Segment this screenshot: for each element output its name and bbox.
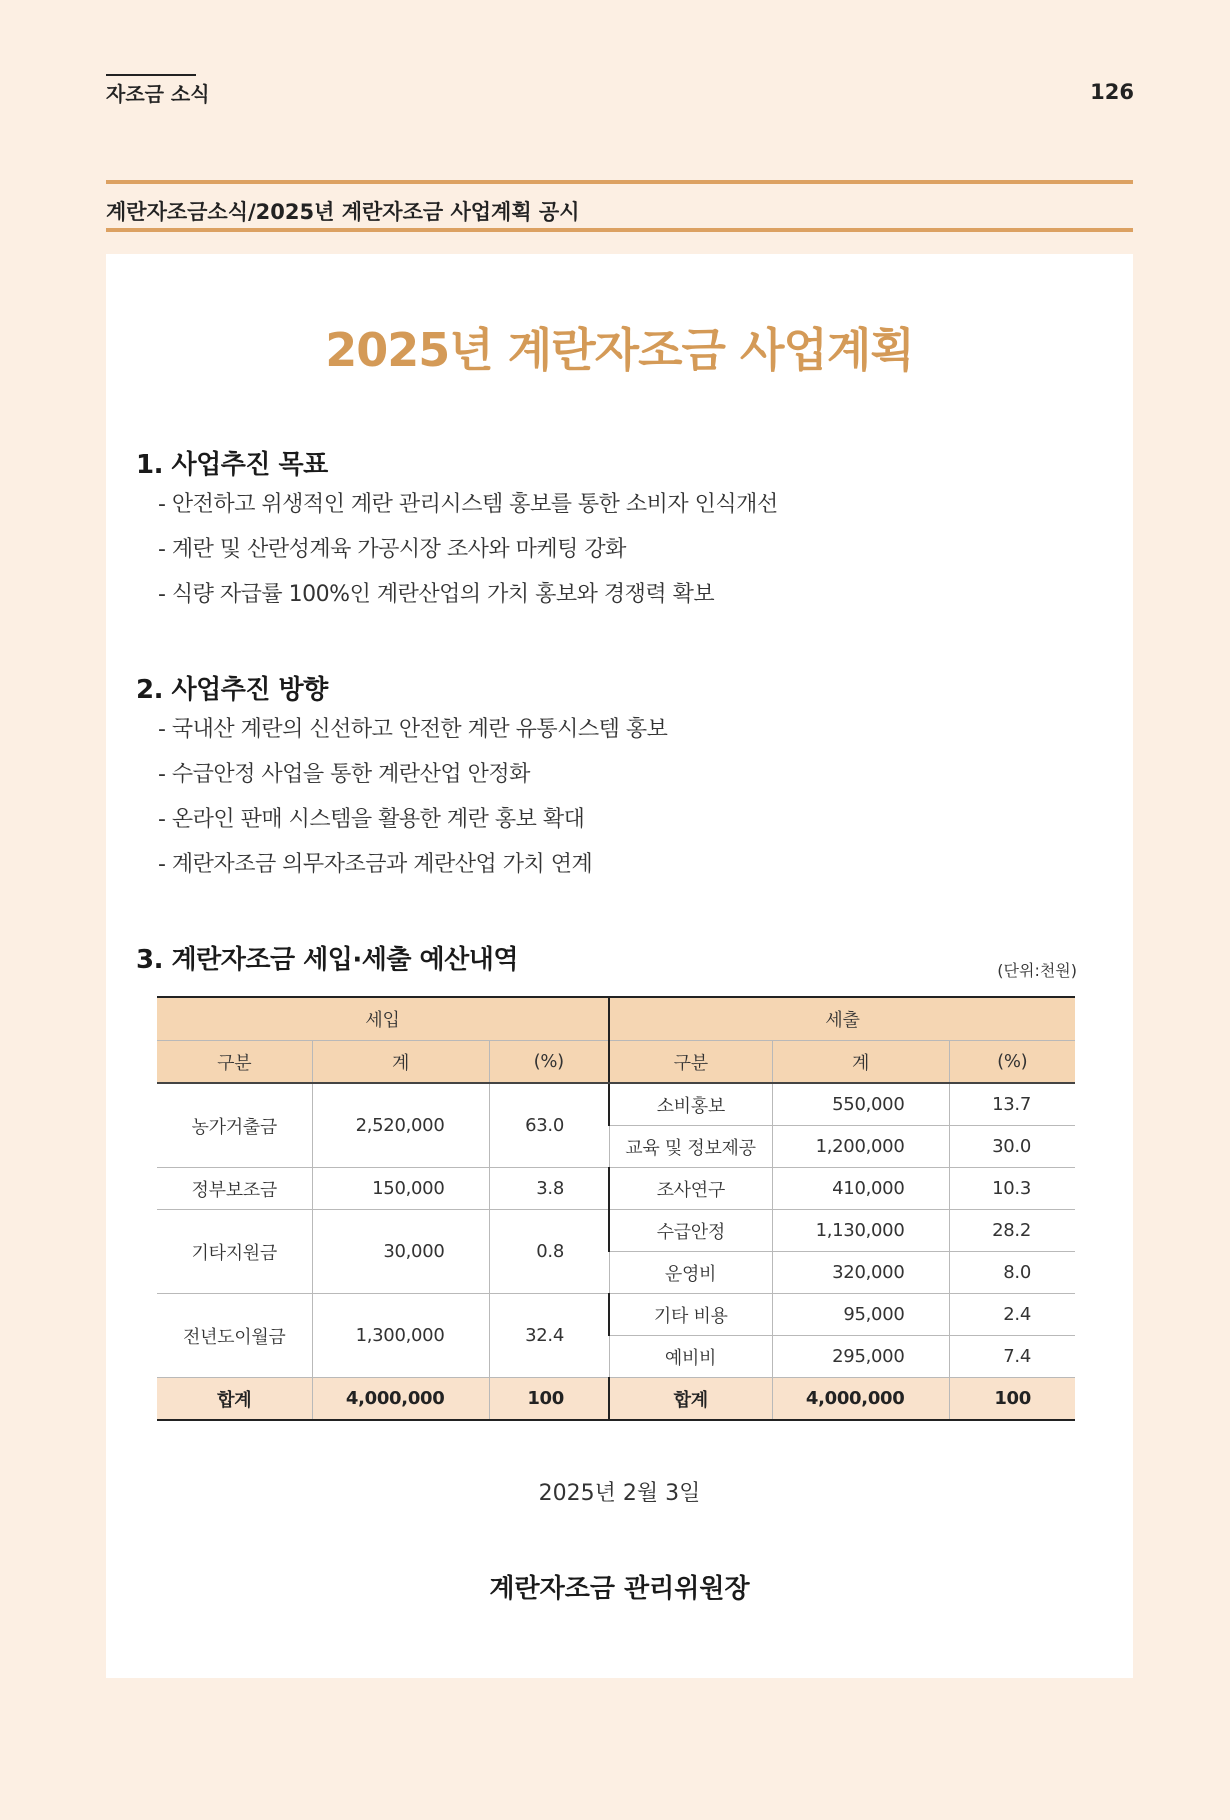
expense-category: 조사연구 xyxy=(609,1168,772,1210)
table-column-header xyxy=(157,1041,1075,1084)
income-amount: 2,520,000 xyxy=(312,1083,489,1168)
list-item: - 계란 및 산란성계육 가공시장 조사와 마케팅 강화 xyxy=(158,537,626,562)
page-title: 2025년 계란자조금 사업계획 xyxy=(325,323,914,377)
table-row xyxy=(157,1083,1075,1126)
income-percent: 0.8 xyxy=(489,1210,609,1294)
expense-total-percent: 100 xyxy=(949,1378,1075,1421)
expense-percent: 13.7 xyxy=(949,1083,1075,1126)
section-label-rule xyxy=(106,74,196,76)
table-row xyxy=(157,1210,1075,1252)
document-date: 2025년 2월 3일 xyxy=(538,1481,701,1506)
section-heading-budget: 3. 계란자조금 세입·세출 예산내역 xyxy=(136,945,519,975)
expense-percent: 10.3 xyxy=(949,1168,1075,1210)
income-amount: 1,300,000 xyxy=(312,1294,489,1378)
list-item: - 안전하고 위생적인 계란 관리시스템 홍보를 통한 소비자 인식개선 xyxy=(158,492,778,517)
expense-amount: 95,000 xyxy=(772,1294,949,1336)
income-total-amount: 4,000,000 xyxy=(312,1378,489,1421)
table-group-header xyxy=(157,997,1075,1041)
list-item: - 수급안정 사업을 통한 계란산업 안정화 xyxy=(158,762,530,787)
table-row xyxy=(157,1168,1075,1210)
breadcrumb-bar xyxy=(106,180,1133,232)
expense-amount: 320,000 xyxy=(772,1252,949,1294)
goals-list xyxy=(158,482,778,617)
expense-percent: 28.2 xyxy=(949,1210,1075,1252)
col-amount: 계 xyxy=(772,1041,949,1084)
expense-category: 소비홍보 xyxy=(609,1083,772,1126)
list-item: - 국내산 계란의 신선하고 안전한 계란 유통시스템 홍보 xyxy=(158,717,668,742)
income-amount: 30,000 xyxy=(312,1210,489,1294)
col-category: 구분 xyxy=(609,1041,772,1084)
col-category: 구분 xyxy=(157,1041,312,1084)
expense-category: 교육 및 정보제공 xyxy=(609,1126,772,1168)
income-amount: 150,000 xyxy=(312,1168,489,1210)
col-amount: 계 xyxy=(312,1041,489,1084)
expense-percent: 8.0 xyxy=(949,1252,1075,1294)
page-number: 126 xyxy=(1090,80,1134,104)
section-heading-direction: 2. 사업추진 방향 xyxy=(136,675,328,705)
direction-list xyxy=(158,707,667,887)
expense-amount: 295,000 xyxy=(772,1336,949,1378)
expense-category: 예비비 xyxy=(609,1336,772,1378)
list-item: - 식량 자급률 100%인 계란산업의 가치 홍보와 경쟁력 확보 xyxy=(158,582,715,607)
list-item: - 계란자조금 의무자조금과 계란산업 가치 연계 xyxy=(158,852,593,877)
expense-amount: 410,000 xyxy=(772,1168,949,1210)
breadcrumb: 계란자조금소식/2025년 계란자조금 사업계획 공시 xyxy=(106,200,580,224)
expense-category: 수급안정 xyxy=(609,1210,772,1252)
table-total-row xyxy=(157,1378,1075,1421)
signature: 계란자조금 관리위원장 xyxy=(489,1574,750,1604)
section-heading-goals: 1. 사업추진 목표 xyxy=(136,450,328,480)
income-header: 세입 xyxy=(157,997,609,1041)
list-item: - 온라인 판매 시스템을 활용한 계란 홍보 확대 xyxy=(158,807,585,832)
expense-amount: 1,130,000 xyxy=(772,1210,949,1252)
budget-table xyxy=(157,996,1075,1421)
unit-note: (단위:천원) xyxy=(997,961,1077,980)
content-card xyxy=(106,254,1133,1678)
income-total-percent: 100 xyxy=(489,1378,609,1421)
income-category: 농가거출금 xyxy=(157,1083,312,1168)
expense-amount: 550,000 xyxy=(772,1083,949,1126)
expense-total-label: 합계 xyxy=(609,1378,772,1421)
income-category: 전년도이월금 xyxy=(157,1294,312,1378)
income-category: 정부보조금 xyxy=(157,1168,312,1210)
section-label: 자조금 소식 xyxy=(106,82,210,106)
expense-total-amount: 4,000,000 xyxy=(772,1378,949,1421)
income-category: 기타지원금 xyxy=(157,1210,312,1294)
expense-header: 세출 xyxy=(609,997,1075,1041)
expense-percent: 7.4 xyxy=(949,1336,1075,1378)
expense-category: 기타 비용 xyxy=(609,1294,772,1336)
table-row xyxy=(157,1294,1075,1336)
income-percent: 3.8 xyxy=(489,1168,609,1210)
income-percent: 32.4 xyxy=(489,1294,609,1378)
expense-percent: 2.4 xyxy=(949,1294,1075,1336)
col-percent: (%) xyxy=(949,1041,1075,1084)
col-percent: (%) xyxy=(489,1041,609,1084)
income-total-label: 합계 xyxy=(157,1378,312,1421)
expense-amount: 1,200,000 xyxy=(772,1126,949,1168)
income-percent: 63.0 xyxy=(489,1083,609,1168)
expense-category: 운영비 xyxy=(609,1252,772,1294)
expense-percent: 30.0 xyxy=(949,1126,1075,1168)
